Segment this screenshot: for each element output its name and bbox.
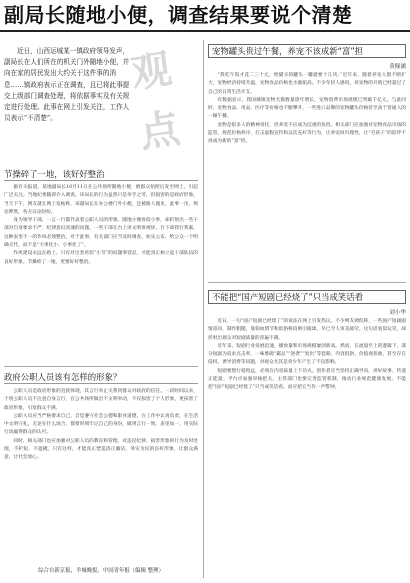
col3-body [4,388,198,560]
col4-paragraph: 近日，一句“国产短剧已经烧了”的说法在网上引发热议。不少网友调侃称，一些国产短剧剧情雷同、制作粗糙，靠狗血情节和低俗桥段吸引眼球，早已令人审美疲劳。这句话看似玩笑，却折射出观众对短剧质量的普遍不满。 [208,319,406,341]
col2-title: 宠物罐头贵过午餐，养宠不该成新“富”担 [208,44,406,58]
headline-divider [0,30,410,32]
col4-paragraph: 近年来，短剧行业发展迅速，播放量和市场规模屡创新高。然而，在流量至上的逻辑下，部分短剧为追求点击率，一味堆砌“霸总”“逆袭”“复仇”等套路，内容低俗、价值观扭曲，甚至存在侵权、诱导消费等问题，对观众尤其是青少年产生了不良影响。 [208,343,406,366]
col1-paragraph: 作风建设永远在路上。只有对这类看似“小节”的问题零容忍，才能真正树立起干部队伍的良好形象。节操碎了一地，更要好好整治。 [4,251,198,265]
col1-paragraph: 据有关报道，某地副局长10月11日在公共场所随地小便，被群众拍照后发至网上，引起广泛关注。当地纪委随即介入调查。该局长的行为虽然只是举手之劳，但损害的是政府形象。当天下午，网友就在网上发帖称，该副局长在办公楼门外小便，还被路人撞见。此事一出，舆论哗然，各方议论纷纷。 [4,185,198,215]
col1-body [4,184,198,364]
col1-paragraph: 身为领导干部，一言一行都代表着公职人员的形象。随地小便看似小事，却折射出一些干部对自身要求不严、纪律意识淡薄的问题。一些干部在台上讲文明讲规矩，台下却我行我素，这种表里不一的作风必须整治。对于此事，有关部门应当及时调查、如实公布，给公众一个明确交代，而不是“大事化小、小事化了”。 [4,218,198,249]
col2-author: 黄佩涵 [389,64,406,70]
col4-paragraph: 短剧要想行稳致远，必须在内容质量上下功夫。创作者应当坚持正确导向，讲好故事、传递正能量；平台应加强审核把关，主管部门也要完善监管机制，推动行业规范健康发展。不能把“国产短剧已经烧了”只当成笑话看，而应把它当作一声警钟。 [208,368,406,391]
col4-author: 刘小华 [389,310,406,316]
col1-title: 节操碎了一地，该好好整治 [4,168,198,181]
col2-body [208,72,406,278]
col2-paragraph: “我吃午饭才花二三十元，给猫买的罐头一罐就要十几块。”近年来，随着养宠人群不断扩大，宠物经济持续升温，宠物食品价格也水涨船高。不少年轻人感叹，养宠物的开销已经超过了自己的日常生活开支。 [208,73,406,95]
col1-divider [4,366,198,367]
col3-paragraph: 同时，相关部门也应加强对公职人员的教育和管理，对违反纪律、损害形象的行为及时处理，不护短、不遮掩。只有这样，才能真正塑造清正廉洁、务实为民的良好形象，让群众满意、让社会放心。 [4,438,198,461]
center-divider [203,40,204,578]
page-headline: 副局长随地小便，调查结果要说个清楚 [4,3,353,27]
lead-paragraph: 近日，山西运城某一镇政府领导发声，副局长在人们所在的机关门外随地小便，并向在家的居民发出大约关于这件事的消息……镇政府表示正在调查，且已将此事提交上级部门调查处理，将依据事实及有关规定进行处理。此事在网上引发关注，工作人员表示“不清楚”。 [4,47,130,123]
col3-paragraph: 公职人员应当严格要求自己，自觉遵守社会公德和职业道德，在工作中认真负责，在生活中文明守礼。无论在什么场合，都要时刻牢记自己的身份，做到言行一致、表里如一，用实际行动赢得群众的认可。 [4,413,198,436]
col3-title: 政府公职人员该有怎样的形象？ [4,371,198,384]
col4-title: 不能把“国产短剧已经烧了”只当成笑话看 [208,290,406,304]
col3-source: 综合自新京报、羊城晚报、中国青年报（编辑 整理） [38,568,164,574]
col2-paragraph: 有数据显示，我国城镇宠物犬猫数量逐年增长，宠物消费市场规模已突破千亿元。与此同时，宠物食品、用品、医疗等价格也不断攀升，一些进口品牌的宠物罐头价格甚至高于普通人的一顿午餐。 [208,97,406,120]
col4-body [208,318,406,576]
guandian-watermark: 观点 [128,46,183,157]
col2-paragraph: 宠物是很多人的精神寄托，但养宠不应成为沉重的负担。相关部门应加强对宠物食品市场的监管，规范价格秩序，打击虚假宣传和以次充好等行为，让养宠回归理性，让“毛孩子”的陪伴不再成为新的“富”担。 [208,122,406,145]
col2-divider [208,282,406,283]
col3-paragraph: 公职人员是政府形象的直接体现，其言行举止关系到群众对政府的信任。一段时间以来，个别公职人员不注意自身言行，在公共场所做出不文明举动，不仅损害了个人形象，更抹黑了政府形象，引发群众不满。 [4,389,198,411]
